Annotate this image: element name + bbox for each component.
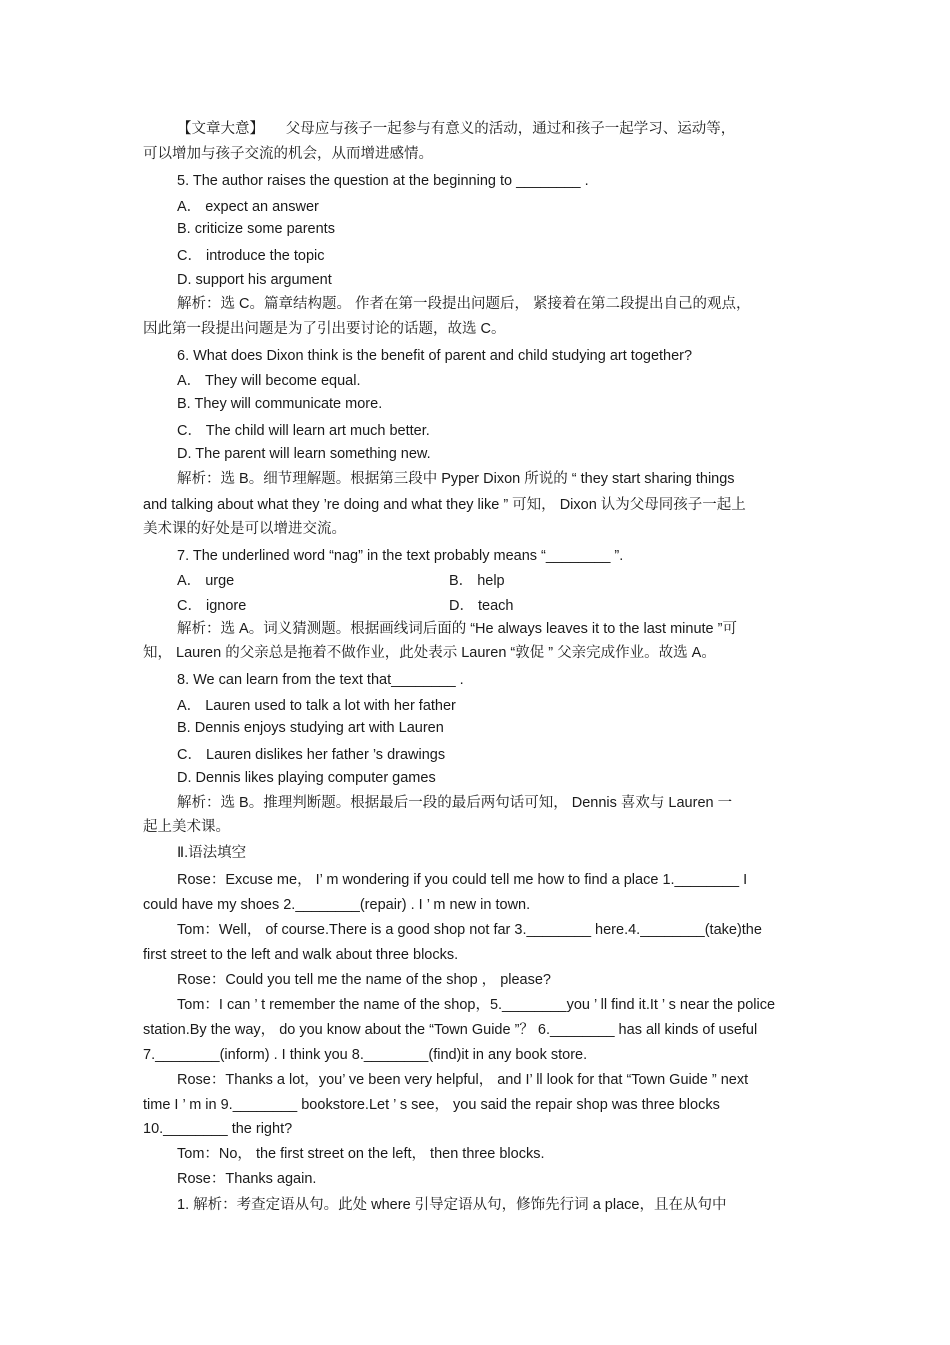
q7-options-row-1 — [177, 572, 808, 590]
q6-option-b: B. They will communicate more. — [177, 396, 383, 412]
q5-analysis-2: 因此第一段提出问题是为了引出要讨论的话题，故选 C。 — [143, 321, 506, 337]
q5-option-c: C． introduce the topic — [177, 248, 325, 264]
q5-option-a: A． expect an answer — [177, 199, 319, 215]
q6-option-c: C． The child will learn art much better. — [177, 423, 430, 439]
q6-analysis-2: and talking about what they ’re doing and what they like ” 可知， Dixon 认为父母同孩子一起上 — [143, 497, 746, 513]
q7-options-row-2 — [177, 597, 808, 615]
q7-option-b: B． help — [449, 573, 505, 589]
q5-analysis-1: 解析：选 C。篇章结构题。 作者在第一段提出问题后， 紧接着在第二段提出自己的观点， — [177, 296, 751, 312]
dialogue-line: first street to the left and walk about three blocks. — [143, 947, 459, 963]
dialogue-line: Rose：Thanks again. — [177, 1171, 317, 1187]
q7-analysis-1: 解析：选 A。词义猜测题。根据画线词后面的 “He always leaves it to the last minute ”可 — [177, 621, 737, 637]
dialogue-line: 7.________(inform) . I think you 8.________(find)it in any book store. — [143, 1047, 588, 1063]
dialogue-line: could have my shoes 2.________(repair) . I ’ m new in town. — [143, 897, 531, 913]
q8-option-d: D. Dennis likes playing computer games — [177, 770, 436, 786]
dialogue-line: station.By the way， do you know about the “Town Guide ”？ 6.________ has all kinds of useful — [143, 1022, 758, 1038]
dialogue-line: Tom：I can ’ t remember the name of the shop，5.________you ’ ll find it.It ’ s near the police — [177, 997, 776, 1013]
dialogue-line: Rose：Could you tell me the name of the shop ， please? — [177, 972, 551, 988]
dialogue-line: time I ’ m in 9.________ bookstore.Let ’ s see， you said the repair shop was three blocks — [143, 1097, 720, 1113]
q7-analysis-2: 知， Lauren 的父亲总是拖着不做作业，此处表示 Lauren “敦促 ” 父亲完成作业。故选 A。 — [143, 645, 716, 661]
answer-1-analysis: 1. 解析：考查定语从句。此处 where 引导定语从句，修饰先行词 a place，且在从句中 — [177, 1197, 727, 1213]
dialogue-line: 10.________ the right? — [143, 1121, 293, 1137]
q7-option-d: D． teach — [449, 598, 514, 614]
q6-option-a: A． They will become equal. — [177, 373, 361, 389]
q8-option-b: B. Dennis enjoys studying art with Lauren — [177, 720, 444, 736]
dialogue-line: Rose：Excuse me， I’ m wondering if you could tell me how to find a place 1.________ I — [177, 872, 748, 888]
summary-line-2: 可以增加与孩子交流的机会，从而增进感情。 — [143, 146, 433, 162]
q6-option-d: D. The parent will learn something new. — [177, 446, 431, 462]
q8-stem: 8. We can learn from the text that________ . — [177, 672, 464, 688]
dialogue-line: Rose：Thanks a lot，you’ ve been very helpful， and I’ ll look for that “Town Guide ” next — [177, 1072, 749, 1088]
q8-option-c: C． Lauren dislikes her father ’s drawings — [177, 747, 446, 763]
q5-option-d: D. support his argument — [177, 272, 332, 288]
q5-option-b: B. criticize some parents — [177, 221, 335, 237]
q7-stem: 7. The underlined word “nag” in the text probably means “________ ”. — [177, 548, 624, 564]
q7-option-c: C． ignore — [177, 598, 247, 614]
q6-stem: 6. What does Dixon think is the benefit of parent and child studying art together? — [177, 348, 693, 364]
q6-analysis-3: 美术课的好处是可以增进交流。 — [143, 521, 346, 537]
dialogue-line: Tom：Well， of course.There is a good shop not far 3.________ here.4.________(take)the — [177, 922, 762, 938]
q5-stem: 5. The author raises the question at the beginning to ________ . — [177, 173, 589, 189]
section-2-title: Ⅱ.语法填空 — [177, 845, 247, 861]
q8-analysis-2: 起上美术课。 — [143, 819, 230, 835]
summary-line-1: 【文章大意】 父母应与孩子一起参与有意义的活动，通过和孩子一起学习、运动等， — [177, 121, 736, 137]
q7-option-a: A． urge — [177, 573, 235, 589]
q8-analysis-1: 解析：选 B。推理判断题。根据最后一段的最后两句话可知， Dennis 喜欢与 Lauren 一 — [177, 795, 733, 811]
q8-option-a: A． Lauren used to talk a lot with her father — [177, 698, 456, 714]
dialogue-line: Tom：No， the first street on the left， then three blocks. — [177, 1146, 545, 1162]
q6-analysis-1: 解析：选 B。细节理解题。根据第三段中 Pyper Dixon 所说的 “ they start sharing things — [177, 471, 735, 487]
